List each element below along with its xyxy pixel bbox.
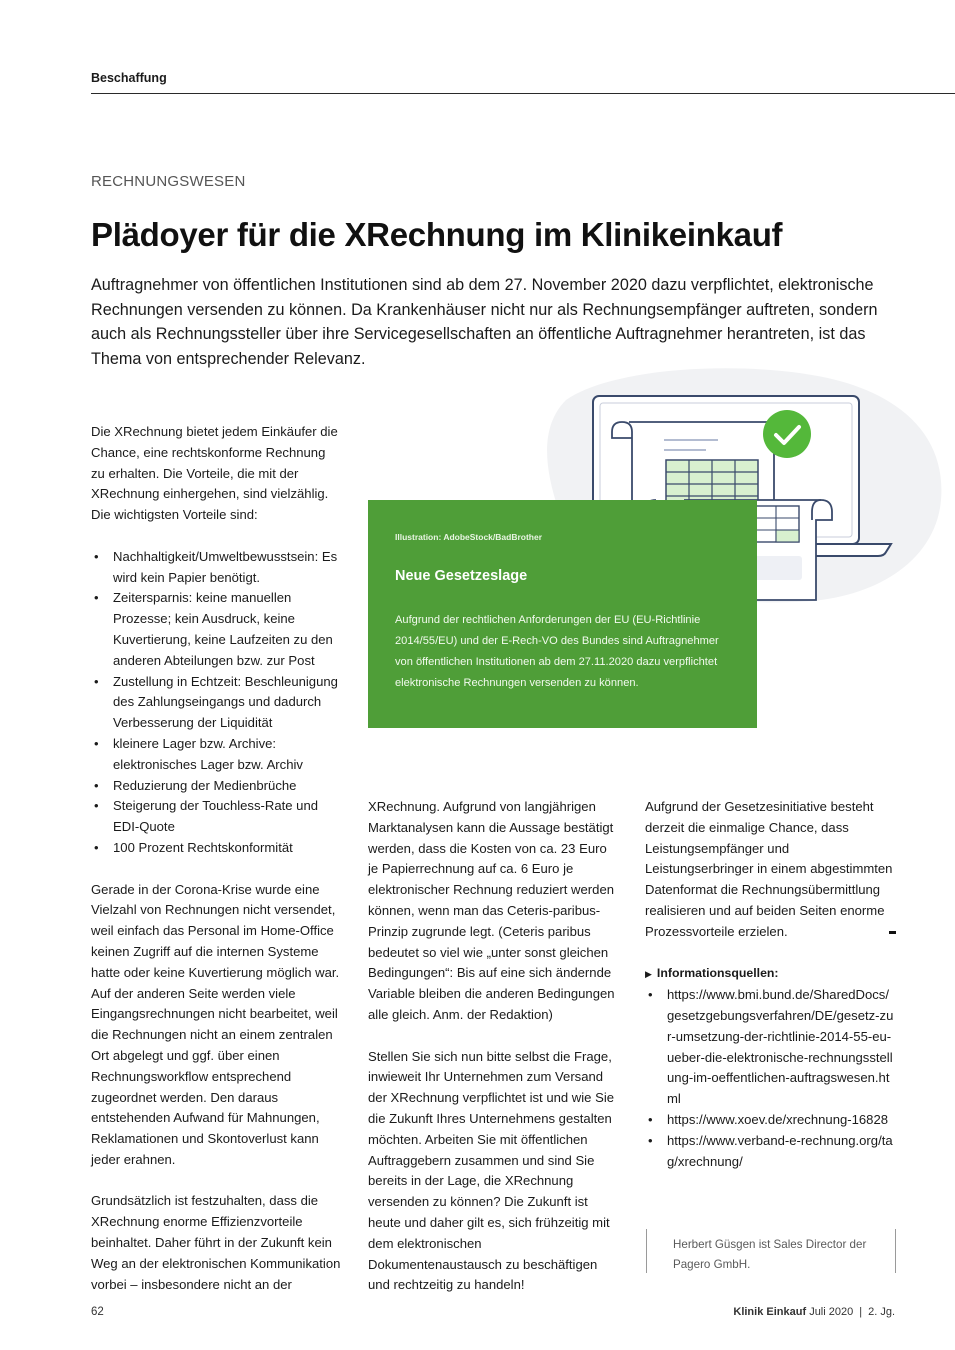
paragraph-text: Aufgrund der Gesetzesinitiative besteht derzeit die einmalige Chance, dass Leistungsempfänger und Leistungserbringer in einem abgestimmten Datenformat die Rechnungsübermittlung realisieren und auf beiden Seiten enorme Prozessvorteile erzielen. — [645, 799, 893, 939]
paragraph: Die XRechnung bietet jedem Einkäufer die Chance, eine rechtskonforme Rechnung zu erhalten. Die Vorteile, die mit der XRechnung einhergehen, sind vielzählig. Die wichtigsten Vorteile sind: — [91, 424, 338, 523]
paragraph: XRechnung. Aufgrund von langjährigen Marktanalysen kann die Aussage bestätigt werden, dass die Kosten von ca. 23 Euro je Papierrechnung auf ca. 6 Euro je elektronischer Rechnung reduziert werden können, wenn man das Ceteris-paribus-Prinzip zugrunde legt. (Ceteris paribus bedeutet so viel wie „unter sonst gleichen Bedingungen“: Bis auf eine sich ändernde Variable bleiben die anderen Bedingungen alle gleich. Anm. der Redaktion) — [368, 799, 615, 1022]
article-column-3 — [645, 797, 896, 1172]
list-item: • 100 Prozent Rechtskonformität — [91, 838, 342, 859]
article-column-1 — [91, 422, 342, 1295]
sources-heading — [645, 963, 896, 985]
list-item: • Zeitersparnis: keine manuellen Prozesse; kein Ausdruck, keine Kuvertierung, keine Laufzeiten zu den anderen Abteilungen bzw. zur Post — [91, 588, 342, 671]
article-end-mark — [889, 931, 896, 934]
author-bio: Herbert Güsgen ist Sales Director der Pagero GmbH. — [673, 1238, 867, 1271]
paragraph: Grundsätzlich ist festzuhalten, dass die XRechnung enorme Effizienzvorteile beinhaltet. Daher führt in der Zukunft kein Weg an der elektronischen Kommunikation vorbei – insbesondere nicht an der — [91, 1193, 341, 1292]
sources-heading-text: Informationsquellen: — [656, 966, 779, 981]
footer — [733, 1306, 895, 1318]
illustration-credit: Illustration: AdobeStock/BadBrother — [395, 532, 543, 542]
paragraph: Stellen Sie sich nun bitte selbst die Frage, inwieweit Ihr Unternehmen zum Versand der XRechnung verpflichtet ist und wie Sie die Zukunft Ihres Unternehmens gestalten möchten. Arbeiten Sie mit öffentlichen Auftraggebern zusammen und sind Sie bereits in der Lage, die XRechnung versenden zu können? Die Zukunft ist heute und daher gilt es, sich frühzeitig mit dem elektronischen Dokumentenaustausch zu beschäftigen und rechtzeitig zu handeln! — [368, 1048, 615, 1293]
list-item: • Steigerung der Touchless-Rate und EDI-Quote — [91, 796, 342, 838]
footer-separator: | — [859, 1306, 863, 1318]
source-link: • https://www.bmi.bund.de/SharedDocs/gesetzgebungsverfahren/DE/gesetz-zur-umsetzung-der-richtlinie-2014-55-eu-ueber-die-elektronische-rechnungsstellung-im-oeffentlichen-auftragswesen.html — [645, 985, 896, 1110]
article-lead: Auftragnehmer von öffentlichen Institutionen sind ab dem 27. November 2020 dazu verpflichtet, elektronische Rechnungen versenden zu können. Da Krankenhäuser nicht nur als Rechnungsempfänger auftreten, sondern auch als Rechnungssteller über ihre Servicegesellschaften an öffentliche Auftragnehmer herantreten, ist das Thema von entsprechender Relevanz. — [91, 276, 878, 368]
info-box-text: Aufgrund der rechtlichen Anforderungen der EU (EU-Richtlinie 2014/55/EU) und der E-Rech-VO des Bundes sind Auftragnehmer von öffentlichen Institutionen ab dem 27.11.2020 dazu verpflichtet elektronische Rechnungen versenden zu können. — [395, 614, 719, 689]
section-label: Beschaffung — [91, 71, 167, 85]
benefits-list — [91, 547, 342, 859]
header-rule — [91, 93, 955, 94]
list-item: • kleinere Lager bzw. Archive: elektronisches Lager bzw. Archiv — [91, 734, 342, 776]
triangle-right-icon: ▶ — [645, 969, 652, 980]
checkmark-icon — [763, 410, 811, 458]
source-link: • https://www.verband-e-rechnung.org/tag/xrechnung/ — [645, 1131, 896, 1173]
volume: 2. Jg. — [868, 1306, 895, 1318]
sources-list — [645, 985, 896, 1172]
issue-date: Juli 2020 — [809, 1306, 854, 1318]
paragraph — [645, 797, 896, 943]
page-number: 62 — [91, 1306, 104, 1318]
source-link: • https://www.xoev.de/xrechnung-16828 — [645, 1110, 896, 1131]
magazine-name: Klinik Einkauf — [733, 1306, 807, 1318]
list-item: • Nachhaltigkeit/Umweltbewusstsein: Es wird kein Papier benötigt. — [91, 547, 342, 589]
article-column-2 — [368, 797, 619, 1296]
list-item: • Zustellung in Echtzeit: Beschleunigung des Zahlungseingangs und dadurch Verbesserung der Liquidität — [91, 672, 342, 734]
info-box-heading: Neue Gesetzeslage — [395, 568, 528, 584]
list-item: • Reduzierung der Medienbrüche — [91, 776, 342, 797]
info-box — [368, 500, 757, 728]
article-title: Plädoyer für die XRechnung im Klinikeinkauf — [91, 216, 783, 253]
article-kicker: RECHNUNGSWESEN — [91, 173, 246, 190]
paragraph: Gerade in der Corona-Krise wurde eine Vielzahl von Rechnungen nicht versendet, weil einfach das Personal im Home-Office keinen Zugriff auf die internen Systeme hatte oder keine Kuvertierung möglich war. Auf der anderen Seite werden viele Eingangsrechnungen nicht bearbeitet, weil die Rechnungen nicht an einem zentralen Ort abgelegt und ggf. über einen Rechnungsworkflow entsprechend zugeordnet werden. Den daraus entstehenden Aufwand für Mahnungen, Reklamationen und Skontoverlust kann jeder erahnen. — [91, 881, 340, 1167]
author-box — [646, 1229, 896, 1273]
